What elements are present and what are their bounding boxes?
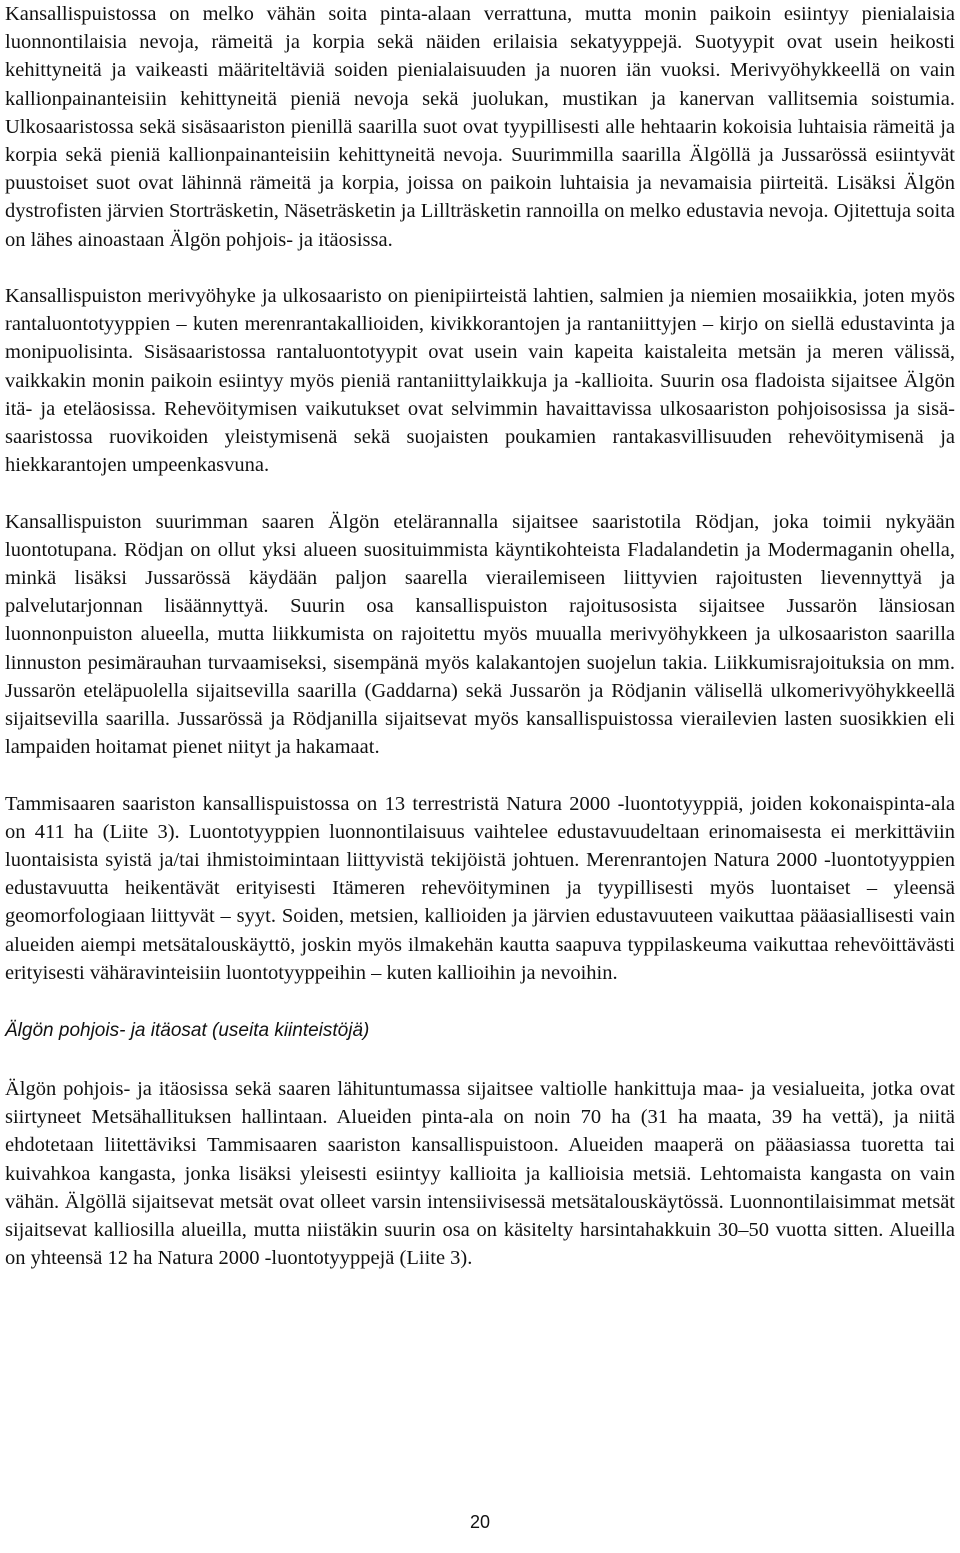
paragraph-algo-areas: Älgön pohjois- ja itäosissa sekä saaren lähituntumassa sijaitsee valtiolle hankittuja maa- ja vesialueita, jotka ovat siirtyneet Metsähallituksen hallintaan. Alueiden pinta-ala on noin 70 ha (31 ha maata, 39 ha vettä), ja niitä ehdotetaan liitettäviksi Tammisaaren saariston kansallispuistoon. Alueiden maaperä on pääasiassa tuoretta tai kuivahkoa kangasta, jonka lisäksi yleisesti esiintyy kallioita ja kallioisia metsiä. Lehtomaista kangasta on vain vähän. Älgöllä sijaitsevat metsät ovat olleet varsin intensiivisessä metsätalouskäytössä. Luonnontilaisimmat metsät sijaitsevat kalliosilla alueilla, mutta niistäkin suurin osa on käsitelty harsintahakkuin 30–50 vuotta sitten. Alueilla on yhteensä 12 ha Natura 2000 -luontotyyppejä (Liite 3).: [5, 1078, 955, 1270]
page-number: 20: [469, 1512, 491, 1532]
paragraph-natura: Tammisaaren saariston kansallispuistossa on 13 terrestristä Natura 2000 -luontotyyppiä, joiden kokonaispinta-ala on 411 ha (Liite 3). Luontotyyppien luonnontilaisuus vaihtelee edustavuudeltaan erinomaisesta ei merkittäviin luontaisista syistä ja/tai ihmistoimintaan liittyvistä tekijöistä johtuen. Merenrantojen Natura 2000 -luontotyyppien edustavuutta heikentävät erityisesti Itämeren rehevöityminen ja tyypillisesti myös luontaiset – yleensä geomorfologiaan liittyvät – syyt. Soiden, metsien, kallioiden ja järvien edustavuuteen vaikuttaa pääasiallisesti vain alueiden aiempi metsätalouskäyttö, joskin myös ilmakehän kautta saapuva typpilaskeuma vaikuttaa rehevöittävästi erityisesti vähäravinteisiin luontotyyppeihin – kuten kallioihin ja nevoihin.: [5, 792, 955, 984]
section-heading: Älgön pohjois- ja itäosat (useita kiinteistöjä): [5, 1020, 370, 1042]
paragraph-rodjan: Kansallispuiston suurimman saaren Älgön etelärannalla sijaitsee saaristotila Rödjan, joka toimii nykyään luontotupana. Rödjan on ollut yksi alueen suosituimmista käyntikohteista Fladalandetin ja Modermaganin ohella, minkä lisäksi Jussarössä käydään paljon saarella vierailemiseen liittyvien rajoitusten lievennyttyä ja palvelutarjonnan lisäännyttyä. Suurin osa kansallispuiston rajoitusosista sijaitsee Jussarön länsiosan luonnonpuiston alueella, mutta liikkumista on rajoitettu myös muualla merivyöhykkeen ja ulkosaariston saarilla linnuston pesimärauhan turvaamiseksi, sisempänä myös kalakantojen suojelun takia. Liikkumisrajoituksia on mm. Jussarön eteläpuolella sijaitsevilla saarilla (Gaddarna) sekä Jussarön ja Rödjanin välisellä ulkomerivyöhykkeellä sijaitsevilla saarilla. Jussarössä ja Rödjanilla sijaitsevat myös kansallispuistossa vierailevien lasten suosikkien eli lampaiden hoitamat pienet niityt ja hakamaat.: [5, 510, 955, 759]
document-page: [5, 0, 955, 1301]
paragraph-rannat: Kansallispuiston merivyöhyke ja ulkosaaristo on pienipiirteistä lahtien, salmien ja niemien mosaiikkia, joten myös rantaluontotyyppien – kuten merenrantakallioiden, kivikkorantojen ja rantaniittyjen – kirjo on siellä edustavinta ja monipuolisinta. Sisäsaaristossa rantaluontotyypit ovat usein vain kapeita kaistaleita metsän ja meren välissä, vaikkakin monin paikoin esiintyy myös pieniä rantaniittylaikkuja ja -kallioita. Suurin osa fladoista sijaitsee Älgön itä- ja eteläosissa. Rehevöitymisen vaikutukset ovat selvimmin havaittavissa ulkosaariston pohjoisosissa ja sisäsaaristossa ruovikoiden yleistymisenä sekä suojaisten poukamien rantakasvillisuuden rehevöitymisenä ja hiekkarantojen umpeenkasvuna.: [5, 285, 955, 477]
paragraph-suot: Kansallispuistossa on melko vähän soita pinta-alaan verrattuna, mutta monin paikoin esiintyy pienialaisia luonnontilaisia nevoja, rämeitä ja korpia sekä näiden erilaisia sekatyyppejä. Suotyypit ovat usein heikosti kehittyneitä ja vaikeasti määriteltäviä soiden pienialaisuuden ja nuoren iän vuoksi. Merivyöhykkeellä on vain kallionpainanteisiin kehittyneitä pieniä nevoja sekä juolukan, mustikan ja kanervan vallitsemia soistumia. Ulkosaaristossa sekä sisäsaariston pienillä saarilla suot ovat tyypillisesti alle hehtaarin kokoisia luhtaisia rämeitä ja korpia sekä pieniä kallionpainanteisiin kehittyneitä nevoja. Suurimmilla saarilla Älgöllä ja Jussarössä esiintyvät puustoiset suot ovat lähinnä rämeitä ja korpia, joissa on paikoin luhtaisia ja nevamaisia piirteitä. Lisäksi Älgön dystrofisten järvien Storträsketin, Näseträsketin ja Lillträsketin rannoilla on melko edustavia nevoja. Ojitettuja soita on lähes ainoastaan Älgön pohjois- ja itäosissa.: [5, 3, 955, 251]
